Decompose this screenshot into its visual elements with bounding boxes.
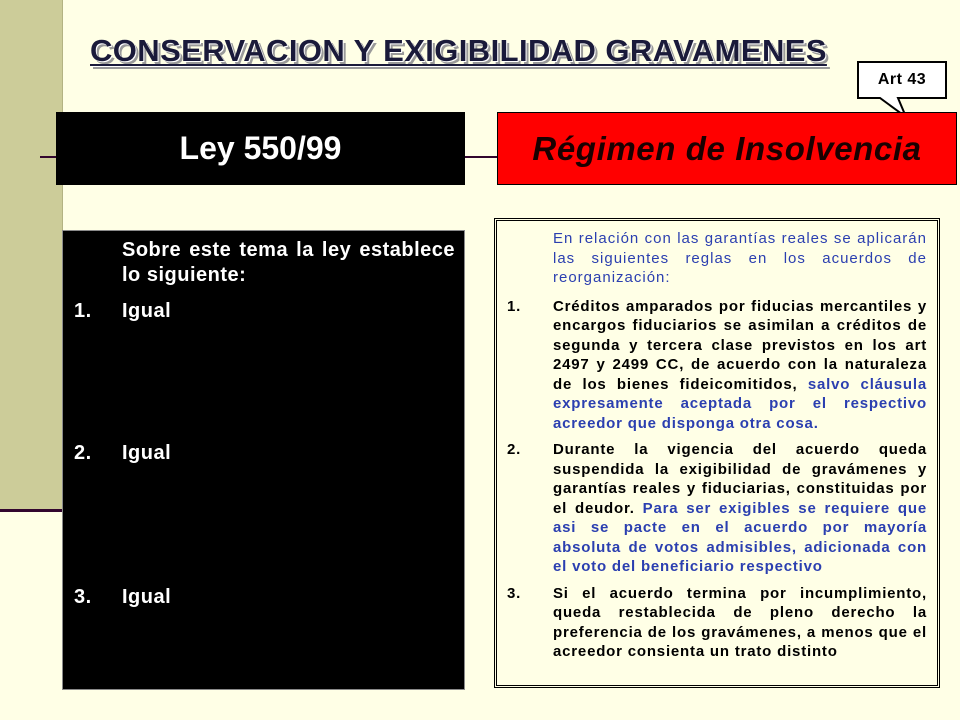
slide-title: CONSERVACION Y EXIGIBILIDAD GRAVAMENES: [90, 33, 827, 68]
list-item-text: Igual: [122, 299, 172, 322]
item-body-text: Durante la vigencia del acuerdo queda suspendida la exigibilidad de gravámenes y garantías reales y fiduciarias, constituidas por el deudor.: [553, 441, 927, 517]
right-panel-intro: En relación con las garantías reales se aplicarán las siguientes reglas en los acuerdos de reorganización:: [553, 230, 927, 286]
list-item-text: Igual: [122, 585, 172, 608]
left-panel-intro: Sobre este tema la ley establece lo siguiente:: [122, 238, 455, 286]
article-callout-label: Art 43: [877, 71, 927, 88]
list-number: 2.: [507, 441, 522, 458]
right-list-item: [507, 584, 927, 662]
list-number: 3.: [74, 585, 92, 608]
right-list-item: [507, 440, 927, 577]
list-item-text: Igual: [122, 441, 172, 464]
right-content-panel: [494, 218, 940, 688]
list-item-text: [553, 584, 927, 662]
list-number: 1.: [74, 299, 92, 322]
list-number: 3.: [507, 584, 522, 602]
list-number: 1.: [507, 297, 522, 315]
item-highlight-text: Para ser exigibles se requiere que asi se pacte en el acuerdo por mayoría absoluta de votos admisibles, adicionada con el voto del beneficiario respectivo: [553, 499, 927, 575]
list-item-text: [553, 440, 927, 577]
left-column-header: [56, 112, 465, 185]
left-header-label: Ley 550/99: [179, 130, 342, 166]
left-content-panel: [62, 230, 465, 690]
sidebar-strip: [0, 0, 63, 510]
right-column-header: [497, 112, 957, 185]
sidebar-bottom-rule: [0, 509, 64, 512]
item-body-text: Si el acuerdo termina por incumplimiento, queda restablecida de pleno derecho la preferencia de los gravámenes, a menos que el acreedor consienta un trato distinto: [553, 584, 927, 660]
list-number: 2.: [74, 441, 92, 464]
right-list-item: [507, 297, 927, 434]
item-body-text: Créditos amparados por fiducias mercantiles y encargos fiduciarios se asimilan a créditos de segunda y tercera clase previstos en los art 2497 y 2499 CC, de acuerdo con la naturaleza de los bienes fideicomitidos,: [553, 297, 927, 393]
right-header-label: Régimen de Insolvencia: [532, 129, 922, 167]
item-highlight-text: salvo cláusula expresamente aceptada por el respectivo acreedor que disponga otra cosa.: [553, 375, 927, 432]
list-item-text: [553, 297, 927, 434]
